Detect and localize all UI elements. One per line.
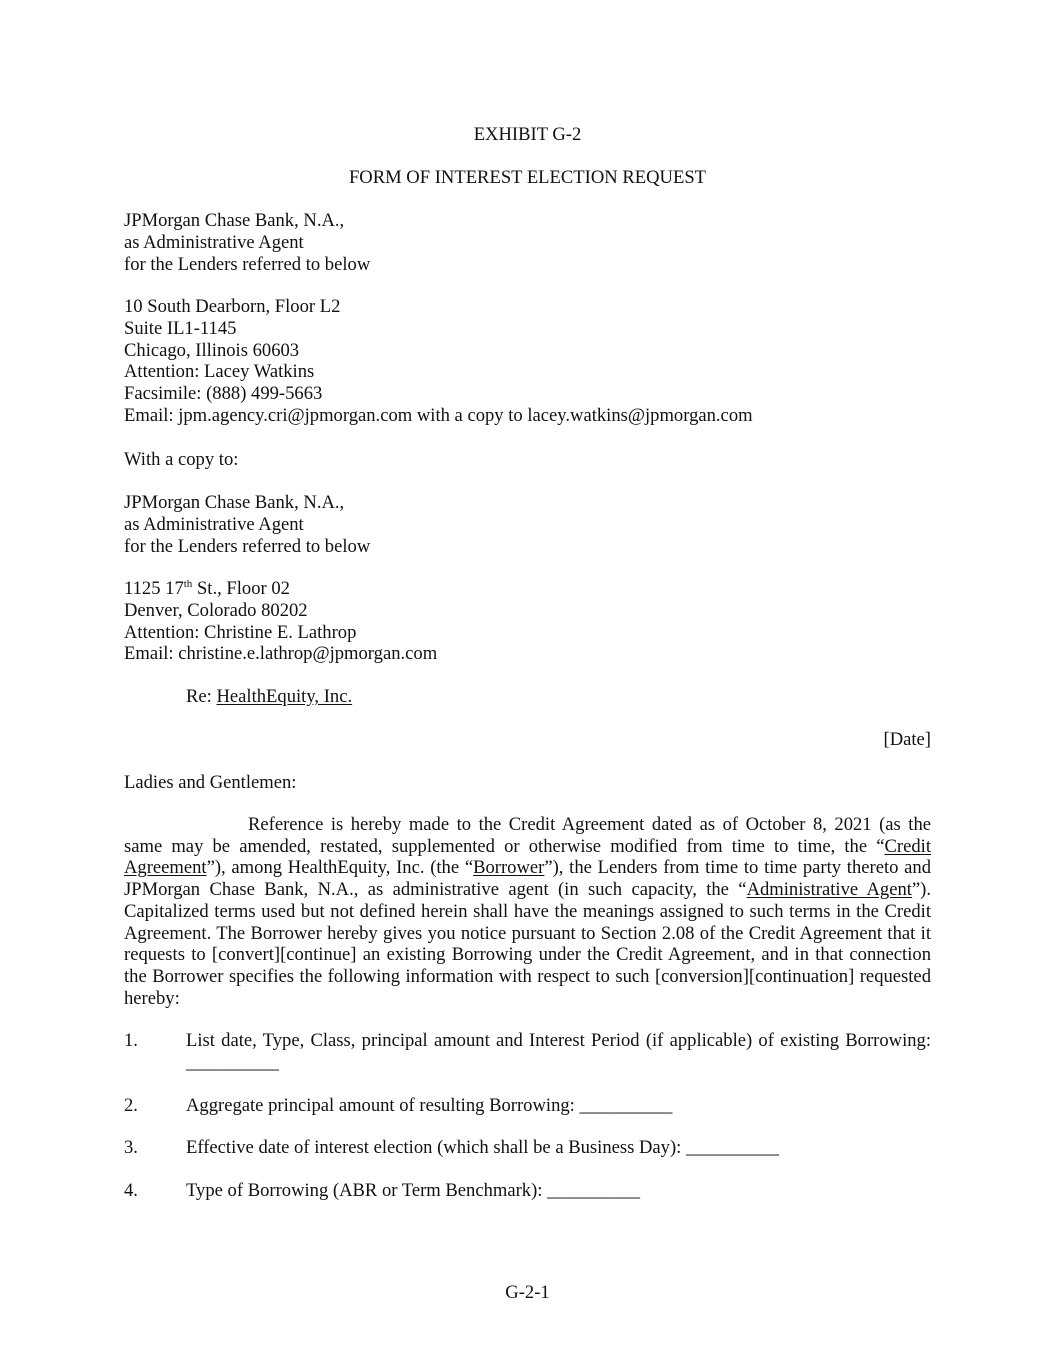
item-number: 2. [124,1095,138,1116]
item-number: 1. [124,1030,138,1051]
re-company: HealthEquity, Inc. [216,686,353,707]
exhibit-heading: EXHIBIT G-2 [473,124,582,145]
addressee-line: JPMorgan Chase Bank, N.A., [124,492,345,513]
addressee-line: as Administrative Agent [124,513,304,535]
list-item [124,1137,931,1159]
address-line: Suite IL1-1145 [124,317,237,339]
addressee-block-copy [124,492,934,557]
address-block-copy [124,578,934,665]
addressee-line: JPMorgan Chase Bank, N.A., [124,210,345,231]
item-blank: __________ [685,1137,779,1158]
list-item [124,1095,931,1117]
item-text: List date, Type, Class, principal amount and Interest Period (if applicable) of existing Borrowing: [186,1030,931,1051]
facsimile-line: Facsimile: (888) 499-5663 [124,383,323,405]
email-line: Email: christine.e.lathrop@jpmorgan.com [124,643,438,665]
defined-term-credit-agreement: Credit Agreement [124,835,931,879]
addressee-line: for the Lenders referred to below [124,535,371,557]
defined-term-borrower: Borrower [473,857,545,879]
street-line: 1125 17th St., Floor 02 [124,577,290,599]
addressee-block-primary [124,210,934,275]
item-blank: __________ [547,1180,641,1201]
address-line: Denver, Colorado 80202 [124,599,308,621]
copy-to-label: With a copy to: [124,449,239,470]
item-number: 4. [124,1180,138,1201]
attention-line: Attention: Christine E. Lathrop [124,621,357,643]
page-number: G-2-1 [505,1282,550,1303]
item-number: 3. [124,1137,138,1158]
item-blank: __________ [186,1052,279,1073]
address-line: Chicago, Illinois 60603 [124,339,300,361]
email-line: Email: jpm.agency.cri@jpmorgan.com with a copy to lacey.watkins@jpmorgan.com [124,404,753,426]
item-text: Effective date of interest election (which shall be a Business Day): [186,1137,682,1158]
address-line: 10 South Dearborn, Floor L2 [124,296,341,317]
list-item [124,1180,931,1202]
body-paragraph: Reference is hereby made to the Credit Agreement dated as of October 8, 2021 (as the same may be amended, restated, supplemented or otherwise modified from time to time, the “Credit Agreement”), among HealthEquity, Inc. (the “Borrower”), the Lenders from time to time party thereto and JPMorgan Chase Bank, N.A., as administrative agent (in such capacity, the “Administrative Agent”). Capitalized terms used but not defined herein shall have the meanings assigned to such terms in the Credit Agreement. The Borrower hereby gives you notice pursuant to Section 2.08 of the Credit Agreement that it requests to [convert][continue] an existing Borrowing under the Credit Agreement, and in that connection the Borrower specifies the following information with respect to such [conversion][continuation] requested hereby: [124,814,932,1009]
salutation: Ladies and Gentlemen: [124,772,297,793]
attention-line: Attention: Lacey Watkins [124,361,315,383]
defined-term-administrative-agent: Administrative Agent [746,879,912,901]
form-title: FORM OF INTEREST ELECTION REQUEST [348,167,707,188]
item-text: Aggregate principal amount of resulting Borrowing: [186,1095,575,1116]
item-text: Type of Borrowing (ABR or Term Benchmark): [186,1180,543,1201]
list-item [124,1030,931,1074]
address-block-primary [124,296,934,427]
addressee-line: as Administrative Agent [124,231,304,253]
re-line: Re: HealthEquity, Inc. [186,686,353,707]
addressee-line: for the Lenders referred to below [124,253,371,275]
item-blank: __________ [579,1095,673,1116]
date-placeholder: [Date] [883,729,931,750]
